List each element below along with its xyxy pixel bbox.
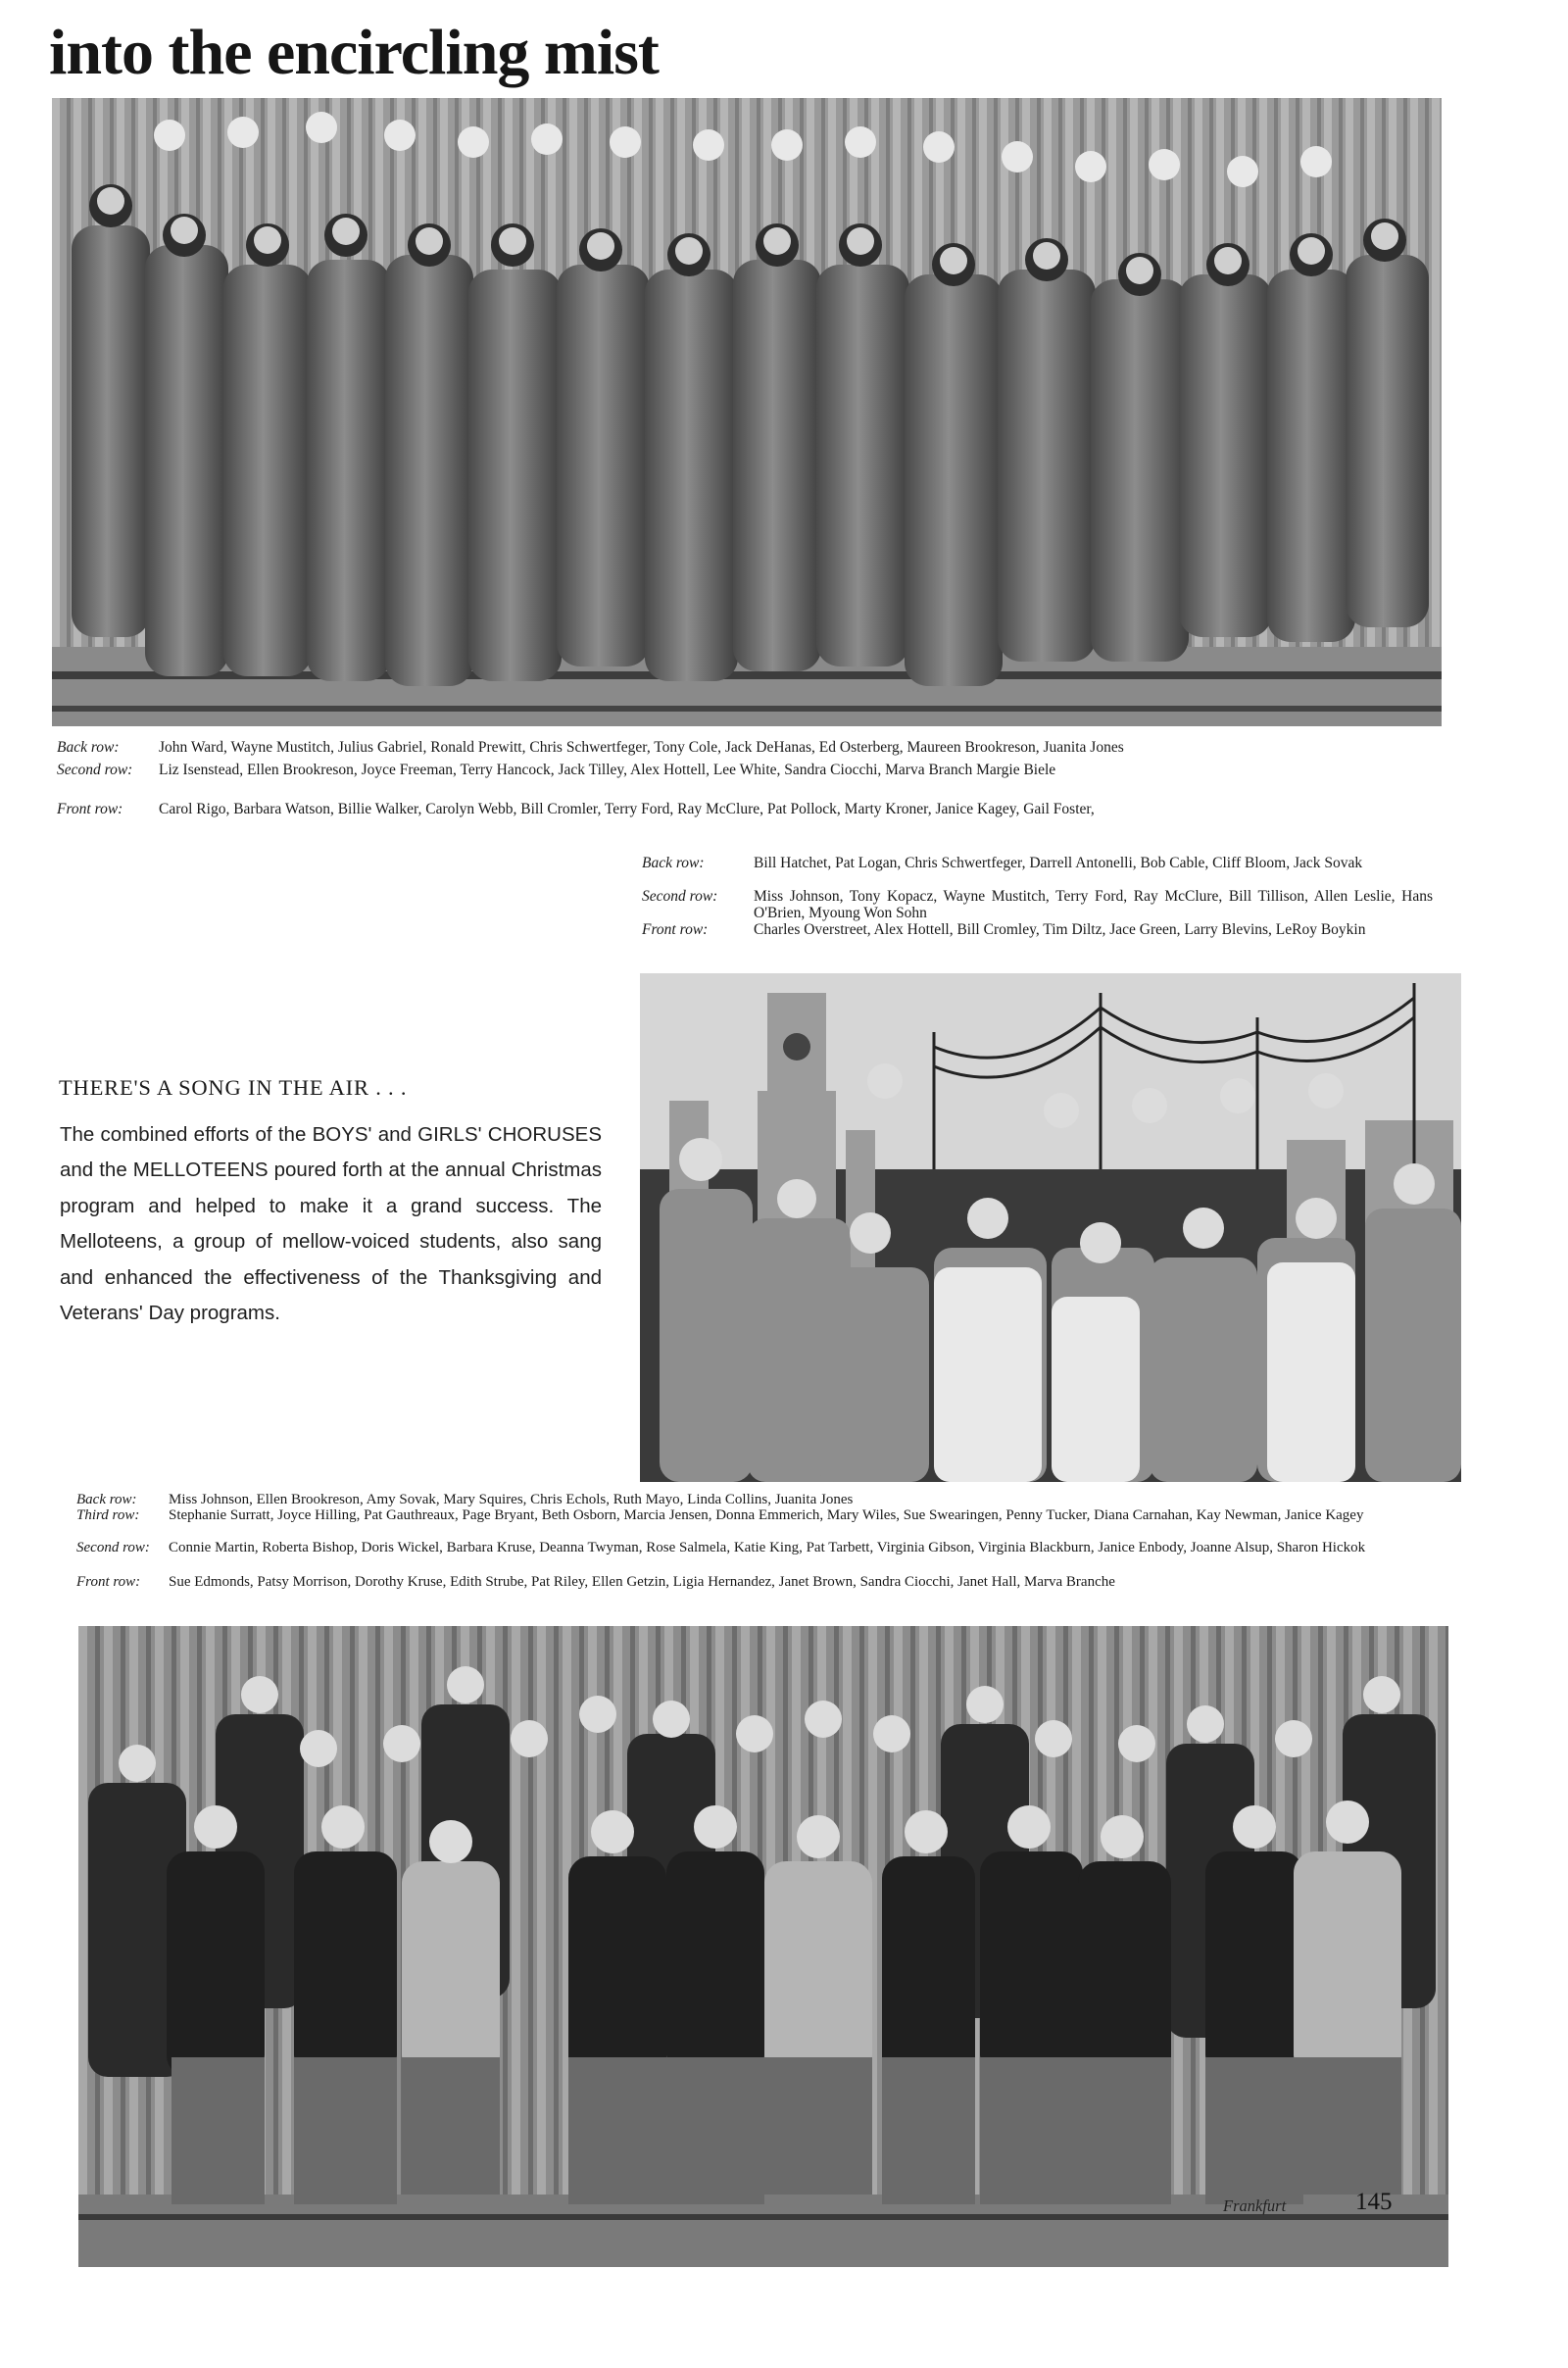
photo-melloteens-image: [52, 98, 1442, 726]
caption-row-label: Second row:: [57, 762, 133, 778]
caption-row-label: Second row:: [642, 888, 718, 905]
caption-melloteens: [57, 739, 1433, 822]
photo-girls-chorus-image: [78, 1626, 1448, 2267]
caption-row-names: John Ward, Wayne Mustitch, Julius Gabriel, Ronald Prewitt, Chris Schwertfeger, Tony Cole, Jack DeHanas, Ed Osterberg, Maureen Brookreson, Juanita Jones: [159, 739, 1124, 756]
caption-row-names: Liz Isenstead, Ellen Brookreson, Joyce Freeman, Terry Hancock, Jack Tilley, Alex Hottell, Lee White, Sandra Ciocchi, Marva Branch Margie Biele: [159, 762, 1056, 778]
story-body: The combined efforts of the BOYS' and GIRLS' CHORUSES and the MELLOTEENS poured forth at the annual Christmas program and helped to make it a grand success. The Melloteens, a group of mellow-voiced students, also sang and enhanced the effectiveness of the Thanksgiving and Veterans' Day programs.: [60, 1123, 602, 1325]
caption-row-label: Second row:: [76, 1540, 150, 1555]
story-heading: THERE'S A SONG IN THE AIR . . .: [59, 1075, 408, 1100]
page-headline: into the encircling mist: [49, 17, 659, 88]
caption-boys-chorus: [642, 855, 1433, 958]
caption-row-label: Front row:: [76, 1574, 141, 1590]
caption-row-names: Miss Johnson, Ellen Brookreson, Amy Sovak, Mary Squires, Chris Echols, Ruth Mayo, Linda Collins, Juanita Jones: [169, 1492, 854, 1507]
caption-row-names: Miss Johnson, Tony Kopacz, Wayne Mustitch, Terry Ford, Ray McClure, Bill Tillison, Allen Leslie, Hans O'Brien, Myoung Won Sohn: [754, 888, 1433, 921]
caption-row-label: Front row:: [57, 801, 123, 817]
caption-row-names: Charles Overstreet, Alex Hottell, Bill Cromley, Tim Diltz, Jace Green, Larry Blevins, LeRoy Boykin: [754, 921, 1366, 938]
footer-section-name: Frankfurt: [1223, 2196, 1287, 2215]
caption-row-label: Front row:: [642, 921, 709, 938]
photo-boys-chorus: [640, 973, 1461, 1482]
caption-girls-chorus: [76, 1492, 1433, 1590]
caption-row-label: Back row:: [76, 1492, 137, 1507]
photo-melloteens: [52, 98, 1442, 726]
photo-boys-chorus-image: [640, 973, 1461, 1482]
caption-row-label: Back row:: [642, 855, 705, 871]
caption-row-names: Connie Martin, Roberta Bishop, Doris Wickel, Barbara Kruse, Deanna Twyman, Rose Salmela, Katie King, Pat Tarbett, Virginia Gibson, Virginia Blackburn, Janice Enbody, Joanne Alsup, Sharon Hickok: [169, 1540, 1366, 1555]
page-number: 145: [1355, 2189, 1393, 2215]
caption-row-names: Bill Hatchet, Pat Logan, Chris Schwertfeger, Darrell Antonelli, Bob Cable, Cliff Bloom, Jack Sovak: [754, 855, 1363, 871]
caption-row-names: Stephanie Surratt, Joyce Hilling, Pat Gauthreaux, Page Bryant, Beth Osborn, Marcia Jensen, Donna Emmerich, Mary Wiles, Sue Swearingen, Penny Tucker, Diana Carnahan, Kay Newman, Janice Kagey: [169, 1507, 1364, 1523]
caption-row-names: Sue Edmonds, Patsy Morrison, Dorothy Kruse, Edith Strube, Pat Riley, Ellen Getzin, Ligia Hernandez, Janet Brown, Sandra Ciocchi, Janet Hall, Marva Branche: [169, 1574, 1115, 1590]
caption-row-label: Third row:: [76, 1507, 140, 1523]
caption-row-label: Back row:: [57, 739, 120, 756]
photo-girls-chorus: [78, 1626, 1448, 2267]
caption-row-names: Carol Rigo, Barbara Watson, Billie Walker, Carolyn Webb, Bill Cromler, Terry Ford, Ray McClure, Pat Pollock, Marty Kroner, Janice Kagey, Gail Foster,: [159, 801, 1095, 817]
